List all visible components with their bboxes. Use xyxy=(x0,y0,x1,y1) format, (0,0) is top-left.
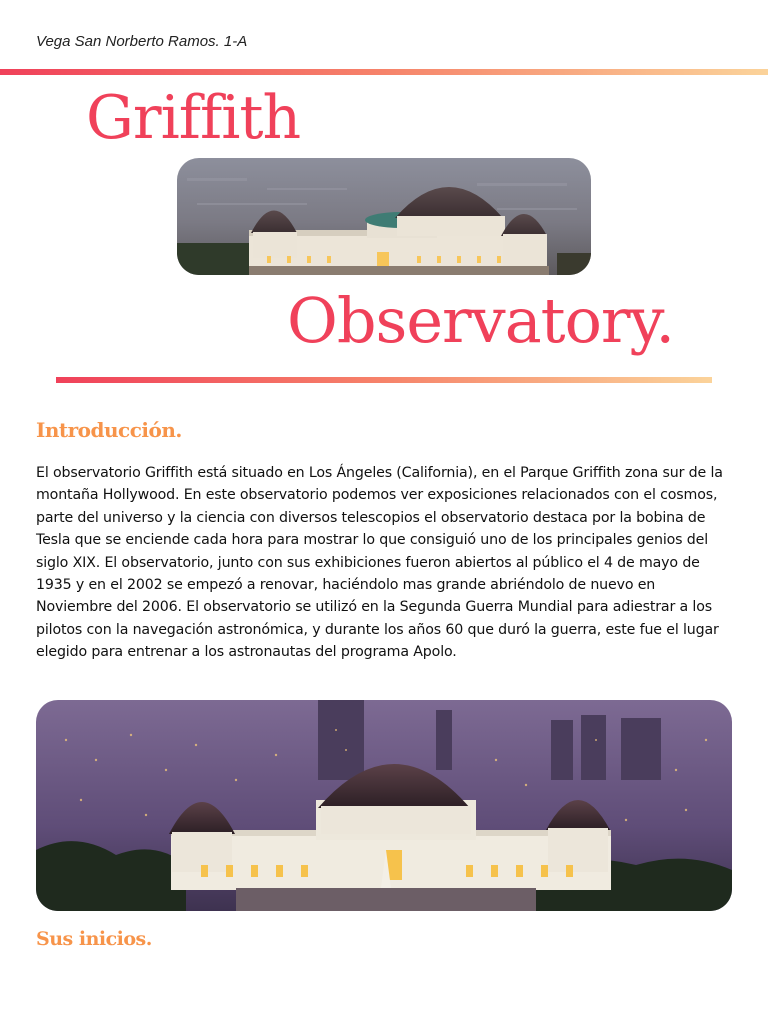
author-line: Vega San Norberto Ramos. 1-A xyxy=(36,33,248,50)
section-heading-intro: Introducción. xyxy=(36,418,182,442)
title-line-2: Observatory. xyxy=(287,284,675,357)
top-divider xyxy=(0,69,768,75)
observatory-photo-large xyxy=(36,700,732,911)
intro-paragraph: El observatorio Griffith está situado en Los Ángeles (California), en el Parque Griffith zona sur de la montaña Hollywood. En este observatorio podemos ver exposiciones relacionados con el cosmos, parte del universo y la ciencia con diversos telescopios el observatorio destaca por la bobina de Tesla que se enciende cada hora para mostrar lo que consiguió uno de los principales genios del siglo XIX. El observatorio, junto con sus exhibiciones fueron abiertos al público el 4 de mayo de 1935 y en el 2002 se empezó a renovar, haciéndolo mas grande abriéndolo de nuevo en Noviembre del 2006. El observatorio se utilizó en la Segunda Guerra Mundial para adiestrar a los pilotos con la navegación astronómica, y durante los años 60 que duró la guerra, este fue el lugar elegido para entrenar a los astronautas del programa Apolo. xyxy=(36,465,723,661)
title-line-1: Griffith xyxy=(86,83,301,153)
observatory-photo-small xyxy=(177,158,591,275)
section-heading-inicios: Sus inicios. xyxy=(36,928,152,950)
title-divider xyxy=(56,377,712,383)
